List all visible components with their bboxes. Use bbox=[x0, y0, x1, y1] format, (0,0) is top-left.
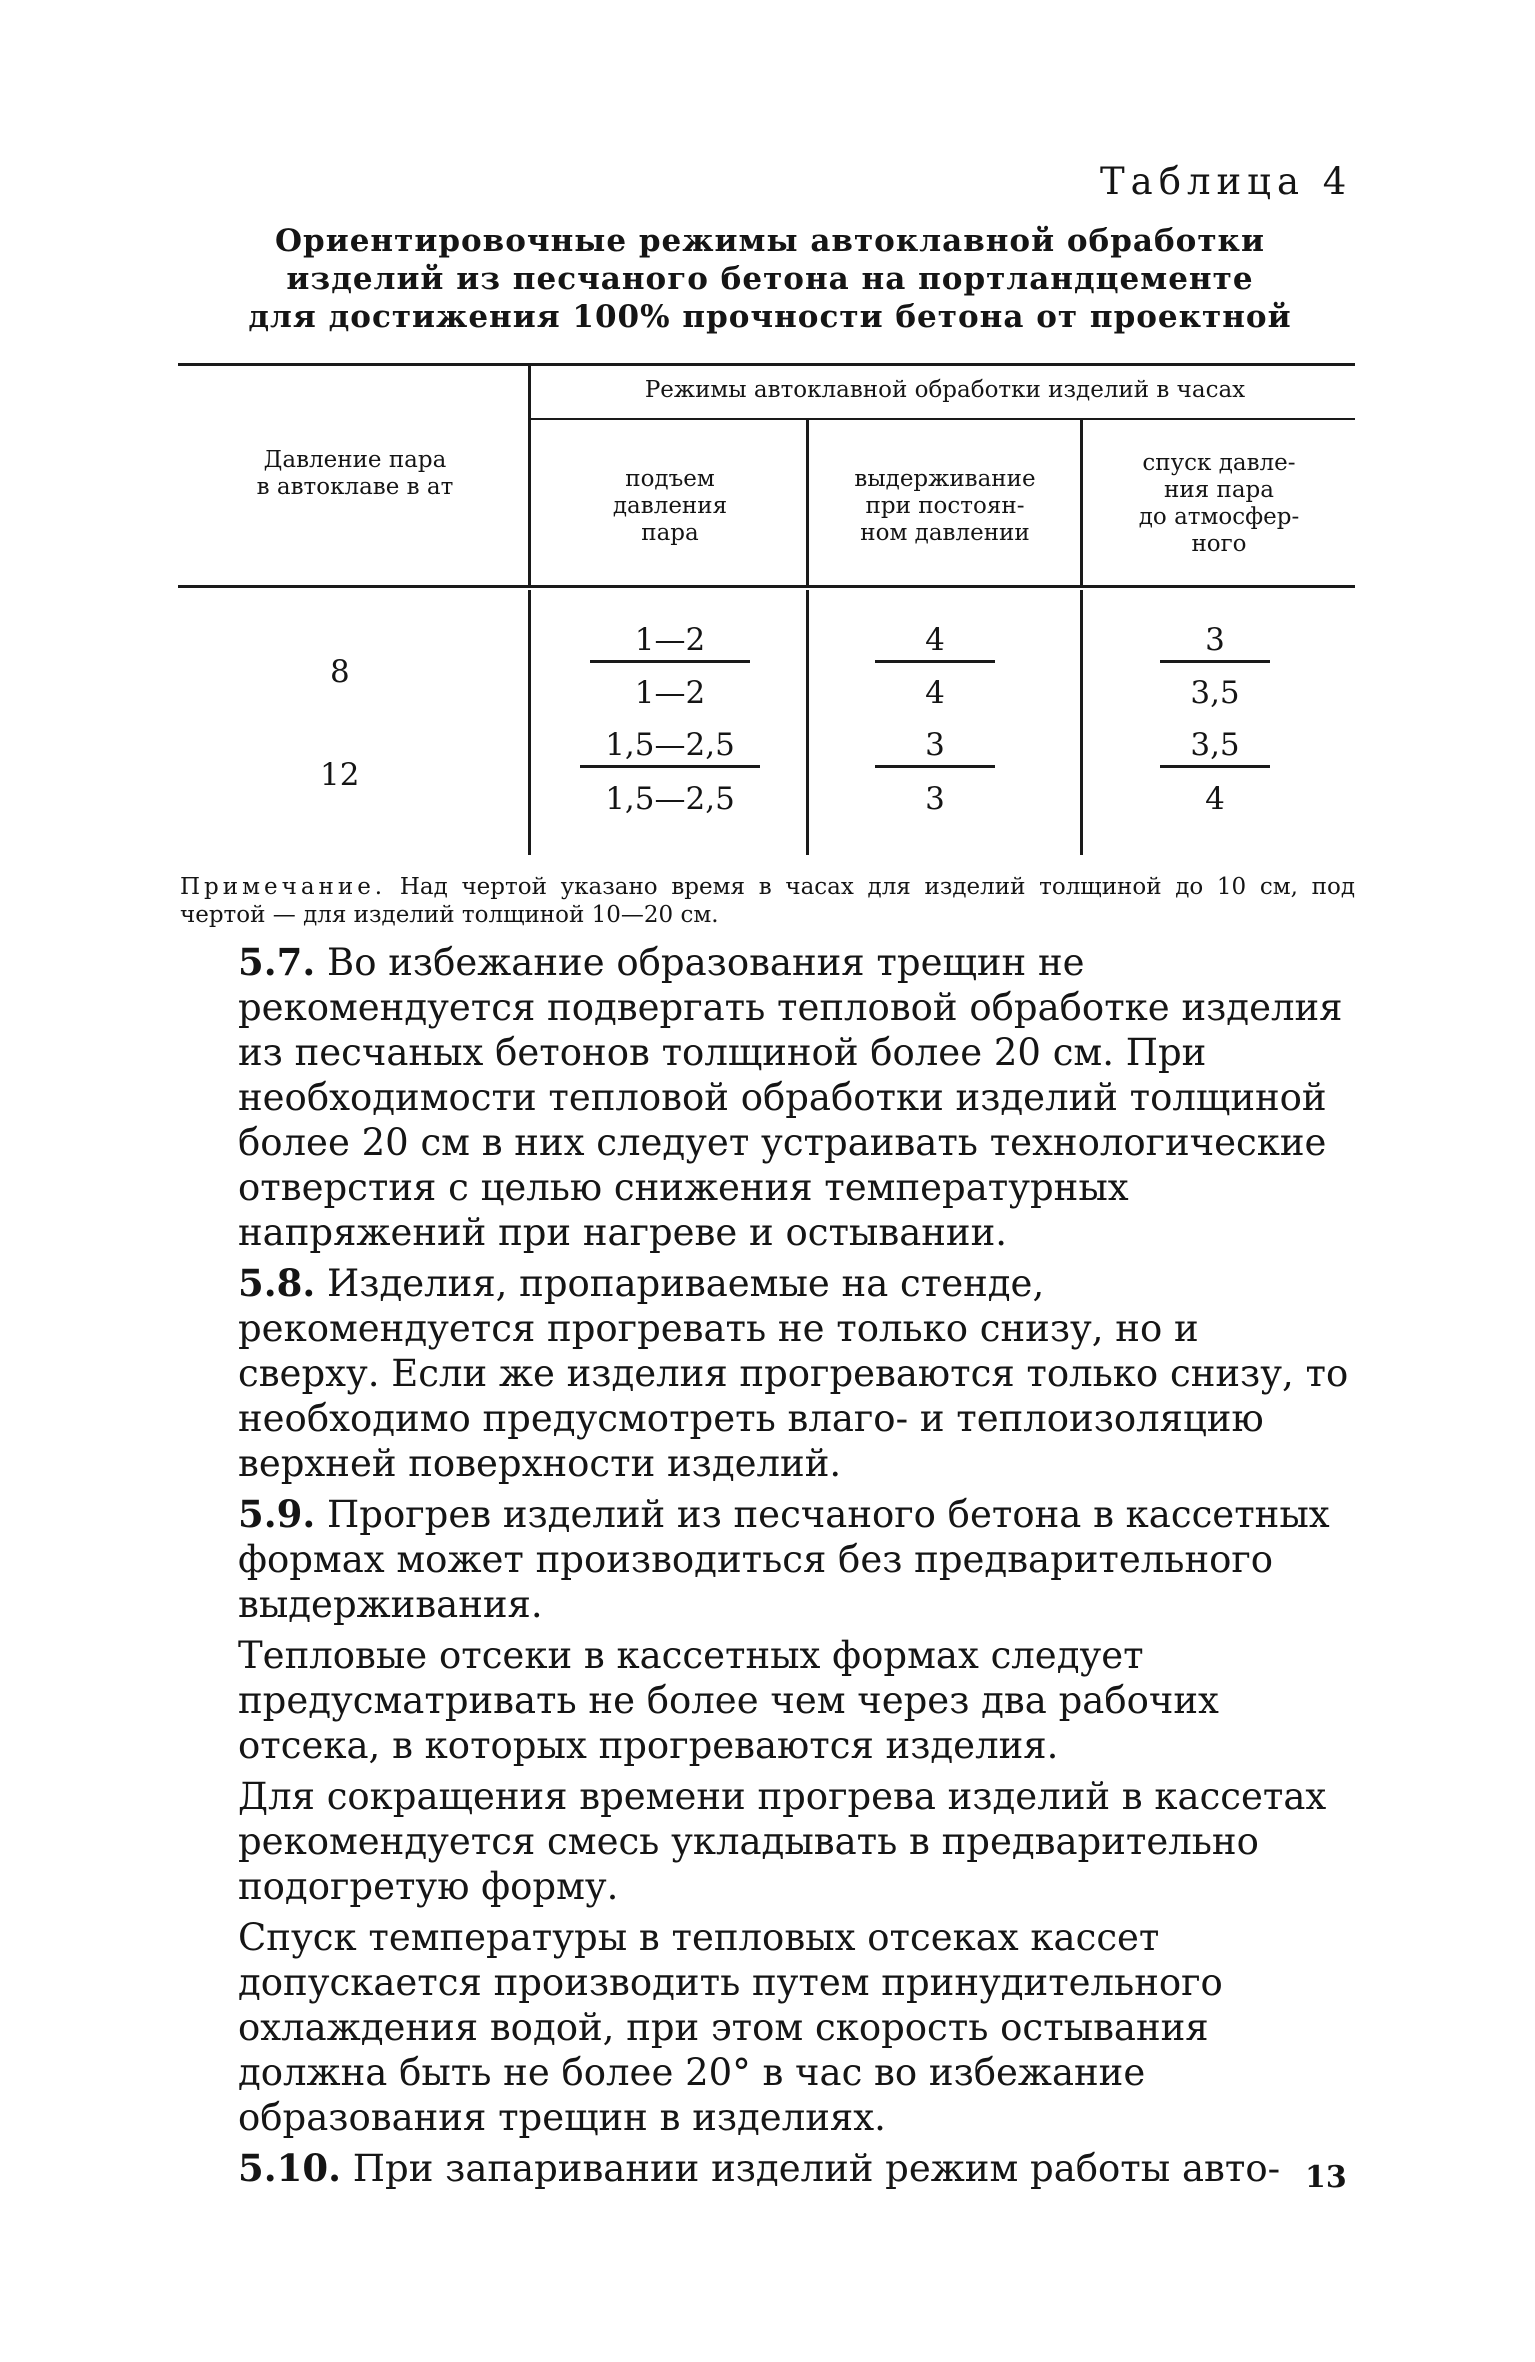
column-header-line: давления bbox=[612, 493, 728, 519]
column-header-rise bbox=[535, 466, 805, 547]
table-title-line-3: для достижения 100% прочности бетона от проектной bbox=[248, 299, 1292, 335]
table-cell-under: 4 bbox=[925, 675, 945, 711]
page-number: 13 bbox=[1305, 2160, 1347, 2195]
table-cell-over: 1—2 bbox=[590, 622, 750, 663]
paragraph bbox=[238, 1915, 1350, 2140]
column-header-line: ния пара bbox=[1164, 477, 1274, 503]
table-title-line-2: изделий из песчаного бетона на портландцементе bbox=[286, 261, 1254, 297]
body-text bbox=[238, 940, 1350, 2197]
header-divider-2 bbox=[806, 420, 809, 585]
column-header-line: ном давлении bbox=[860, 520, 1030, 546]
paragraph-text: Прогрев изделий из песчаного бетона в кассетных формах может производиться без предварительного выдерживания. bbox=[238, 1493, 1330, 1626]
paragraph-text: При запаривании изделий режим работы авто- bbox=[352, 2147, 1281, 2190]
pressure-12: 12 bbox=[320, 757, 360, 793]
column-header-line: ного bbox=[1191, 531, 1247, 557]
table-top-rule bbox=[178, 363, 1355, 366]
table-cell-under: 1,5—2,5 bbox=[605, 781, 735, 817]
table-cell-under: 4 bbox=[1205, 781, 1225, 817]
column-header-hold bbox=[812, 466, 1078, 547]
column-header-line: при постоян- bbox=[865, 493, 1025, 519]
table-label: Таблица 4 bbox=[1100, 160, 1353, 203]
paragraph bbox=[238, 1633, 1350, 1768]
header-divider-3 bbox=[1080, 420, 1083, 585]
paragraph-text: Тепловые отсеки в кассетных формах следует предусматривать не более чем через два рабочих отсека, в которых прогреваются изделия. bbox=[238, 1634, 1219, 1767]
header-bottom-rule bbox=[178, 585, 1355, 588]
note-text: Над чертой указано время в часах для изделий толщиной до 10 см, под чертой — для изделий толщиной 10—20 см. bbox=[180, 874, 1355, 928]
paragraph-text: Спуск температуры в тепловых отсеках кассет допускается производить путем принудительного охлаждения водой, при этом скорость остывания должна быть не более 20° в час во избежание образования трещин в изделиях. bbox=[238, 1916, 1223, 2139]
body-divider-2 bbox=[806, 590, 809, 855]
column-header-release bbox=[1086, 450, 1352, 558]
row-header-line: Давление пара bbox=[263, 447, 447, 473]
note-label: Примечание. bbox=[180, 874, 387, 900]
row-header bbox=[185, 447, 525, 501]
table-cell-under: 3,5 bbox=[1190, 675, 1240, 711]
paragraph bbox=[238, 1492, 1350, 1627]
table-cell-over: 3,5 bbox=[1160, 727, 1270, 768]
table-cell-under: 3 bbox=[925, 781, 945, 817]
paragraph bbox=[238, 1774, 1350, 1909]
column-header-line: подъем bbox=[625, 466, 715, 492]
paragraph bbox=[238, 2146, 1350, 2191]
group-header-rule bbox=[530, 418, 1355, 420]
body-divider-1 bbox=[528, 590, 531, 855]
paragraph-number: 5.7. bbox=[238, 940, 316, 984]
column-header-line: спуск давле- bbox=[1142, 450, 1296, 476]
paragraph-text: Во избежание образования трещин не рекомендуется подвергать тепловой обработке изделия из песчаных бетонов толщиной более 20 см. При необходимости тепловой обработки изделий толщиной более 20 см в них следует устраивать технологические отверстия с целью снижения температурных напряжений при нагреве и остывании. bbox=[238, 941, 1343, 1254]
paragraph bbox=[238, 1261, 1350, 1486]
body-divider-3 bbox=[1080, 590, 1083, 855]
table-cell-over: 3 bbox=[875, 727, 995, 768]
pressure-8: 8 bbox=[330, 654, 350, 690]
paragraph-number: 5.10. bbox=[238, 2146, 341, 2190]
table-cell-over: 4 bbox=[875, 622, 995, 663]
table-cell-over: 3 bbox=[1160, 622, 1270, 663]
paragraph-text: Изделия, пропариваемые на стенде, рекомендуется прогревать не только снизу, но и сверху. Если же изделия прогреваются только снизу, то необходимо предусмотреть влаго- и теплоизоляцию верхней поверхности изделий. bbox=[238, 1262, 1349, 1485]
table-cell-under: 1—2 bbox=[634, 675, 706, 711]
row-header-line: в автоклаве в ат bbox=[256, 474, 454, 500]
column-header-line: до атмосфер- bbox=[1138, 504, 1300, 530]
column-header-line: пара bbox=[641, 520, 699, 546]
table-cell-over: 1,5—2,5 bbox=[580, 727, 760, 768]
paragraph-number: 5.9. bbox=[238, 1492, 316, 1536]
table-title-line-1: Ориентировочные режимы автоклавной обработки bbox=[275, 223, 1265, 259]
header-divider-1 bbox=[528, 366, 531, 585]
table-note bbox=[180, 873, 1355, 929]
column-header-line: выдерживание bbox=[854, 466, 1036, 492]
group-header: Режимы автоклавной обработки изделий в часах bbox=[644, 377, 1246, 403]
paragraph bbox=[238, 940, 1350, 1255]
paragraph-number: 5.8. bbox=[238, 1261, 316, 1305]
paragraph-text: Для сокращения времени прогрева изделий в кассетах рекомендуется смесь укладывать в предварительно подогретую форму. bbox=[238, 1775, 1327, 1908]
